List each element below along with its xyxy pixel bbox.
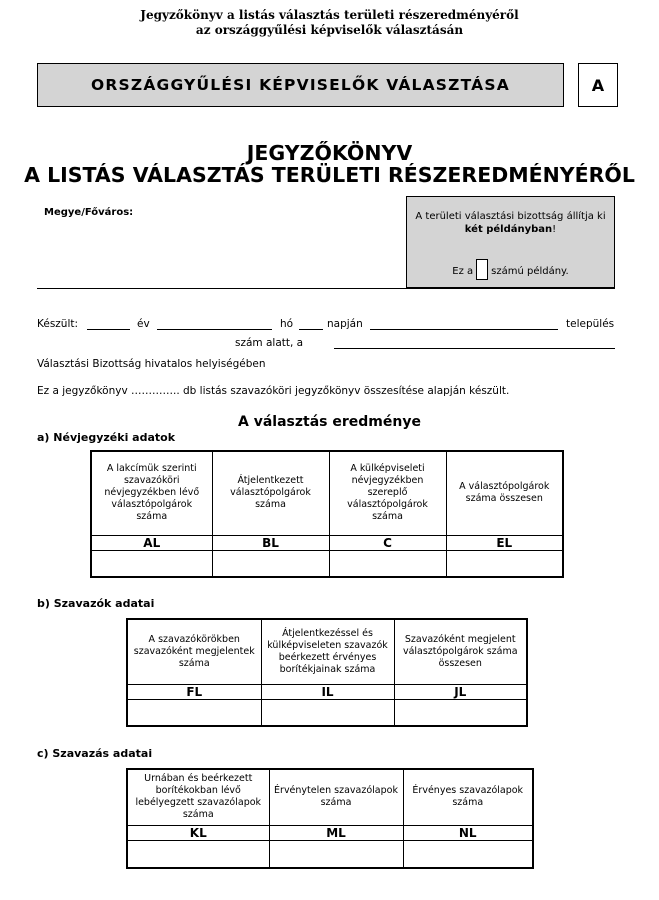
code-cell: FL [127, 684, 261, 699]
document-title-line2: A LISTÁS VÁLASZTÁS TERÜLETI RÉSZEREDMÉNYÉRŐL [24, 163, 635, 187]
code-cell: JL [394, 684, 527, 699]
code-cell: ML [269, 825, 403, 840]
settlement-field[interactable] [370, 329, 558, 330]
address-field[interactable] [334, 348, 615, 349]
ballot-data-table [126, 768, 534, 869]
year-field[interactable] [87, 329, 130, 330]
table-header-cell: Átjelentkezett választópolgárok száma [212, 451, 329, 535]
copy-notice-box [406, 196, 615, 288]
summary-statement: Ez a jegyzőkönyv ………….. db listás szavazóköri jegyzőkönyv összesítése alapján készült. [37, 385, 510, 397]
county-label: Megye/Főváros: [44, 207, 134, 218]
kl-value-field[interactable] [127, 840, 269, 868]
bl-value-field[interactable] [212, 550, 329, 577]
table-header-cell: A választópolgárok száma összesen [446, 451, 563, 535]
table-header-cell: Szavazóként megjelent választópolgárok száma összesen [394, 619, 527, 684]
nl-value-field[interactable] [403, 840, 533, 868]
table-value-row [127, 840, 533, 868]
table-header-cell: Érvényes szavazólapok száma [403, 769, 533, 825]
section-c-heading: c) Szavazás adatai [37, 747, 153, 760]
table-header-cell: Érvénytelen szavazólapok száma [269, 769, 403, 825]
copy-number-line: Ez a számú példány. [407, 259, 614, 280]
table-header-cell: Átjelentkezéssel és külképviseleten szavazók beérkezett érvényes borítékjainak száma [261, 619, 394, 684]
made-label: Készült: [37, 318, 79, 330]
table-value-row [91, 550, 563, 577]
form-type-badge: A [578, 63, 618, 107]
il-value-field[interactable] [261, 699, 394, 726]
code-cell: NL [403, 825, 533, 840]
table-header-row [127, 769, 533, 825]
table-header-row [127, 619, 527, 684]
table-code-row [91, 535, 563, 550]
copy-number-field[interactable] [476, 259, 488, 280]
document-header-line2: az országgyűlési képviselők választásán [195, 23, 464, 37]
document-header-line1: Jegyzőkönyv a listás választás területi részeredményéről [140, 8, 519, 22]
section-b-heading: b) Szavazók adatai [37, 597, 155, 610]
election-banner: ORSZÁGGYŰLÉSI KÉPVISELŐK VÁLASZTÁSA [37, 63, 564, 107]
table-code-row [127, 825, 533, 840]
ml-value-field[interactable] [269, 840, 403, 868]
copy-count-emphasis: két példányban [464, 224, 553, 235]
al-value-field[interactable] [91, 550, 212, 577]
code-cell: AL [91, 535, 212, 550]
day-field[interactable] [299, 329, 323, 330]
committee-location-text: Választási Bizottság hivatalos helyiségében [37, 358, 266, 370]
code-cell: C [329, 535, 446, 550]
year-label: év [137, 318, 150, 330]
jl-value-field[interactable] [394, 699, 527, 726]
table-header-row [91, 451, 563, 535]
section-a-heading: a) Névjegyzéki adatok [37, 431, 176, 444]
voter-data-table [126, 618, 528, 727]
county-divider [37, 288, 615, 289]
table-value-row [127, 699, 527, 726]
code-cell: KL [127, 825, 269, 840]
document-header [0, 8, 659, 38]
table-header-cell: A lakcímük szerinti szavazóköri névjegyzékben lévő választópolgárok száma [91, 451, 212, 535]
c-value-field[interactable] [329, 550, 446, 577]
fl-value-field[interactable] [127, 699, 261, 726]
code-cell: BL [212, 535, 329, 550]
day-label: napján [327, 318, 363, 330]
code-cell: IL [261, 684, 394, 699]
el-value-field[interactable] [446, 550, 563, 577]
results-title: A választás eredménye [238, 414, 421, 430]
table-code-row [127, 684, 527, 699]
table-header-cell: A szavazókörökben szavazóként megjelentek száma [127, 619, 261, 684]
registry-data-table [90, 450, 564, 578]
table-header-cell: A külképviseleti névjegyzékben szereplő választópolgárok száma [329, 451, 446, 535]
month-label: hó [280, 318, 294, 330]
number-under-label: szám alatt, a [235, 337, 304, 349]
settlement-label: település [566, 318, 615, 330]
document-title-line1: JEGYZŐKÖNYV [246, 141, 413, 165]
copy-notice-text: A területi választási bizottság állítja ki két példányban! [415, 211, 606, 235]
code-cell: EL [446, 535, 563, 550]
table-header-cell: Urnában és beérkezett borítékokban lévő lebélyegzett szavazólapok száma [127, 769, 269, 825]
month-field[interactable] [157, 329, 272, 330]
